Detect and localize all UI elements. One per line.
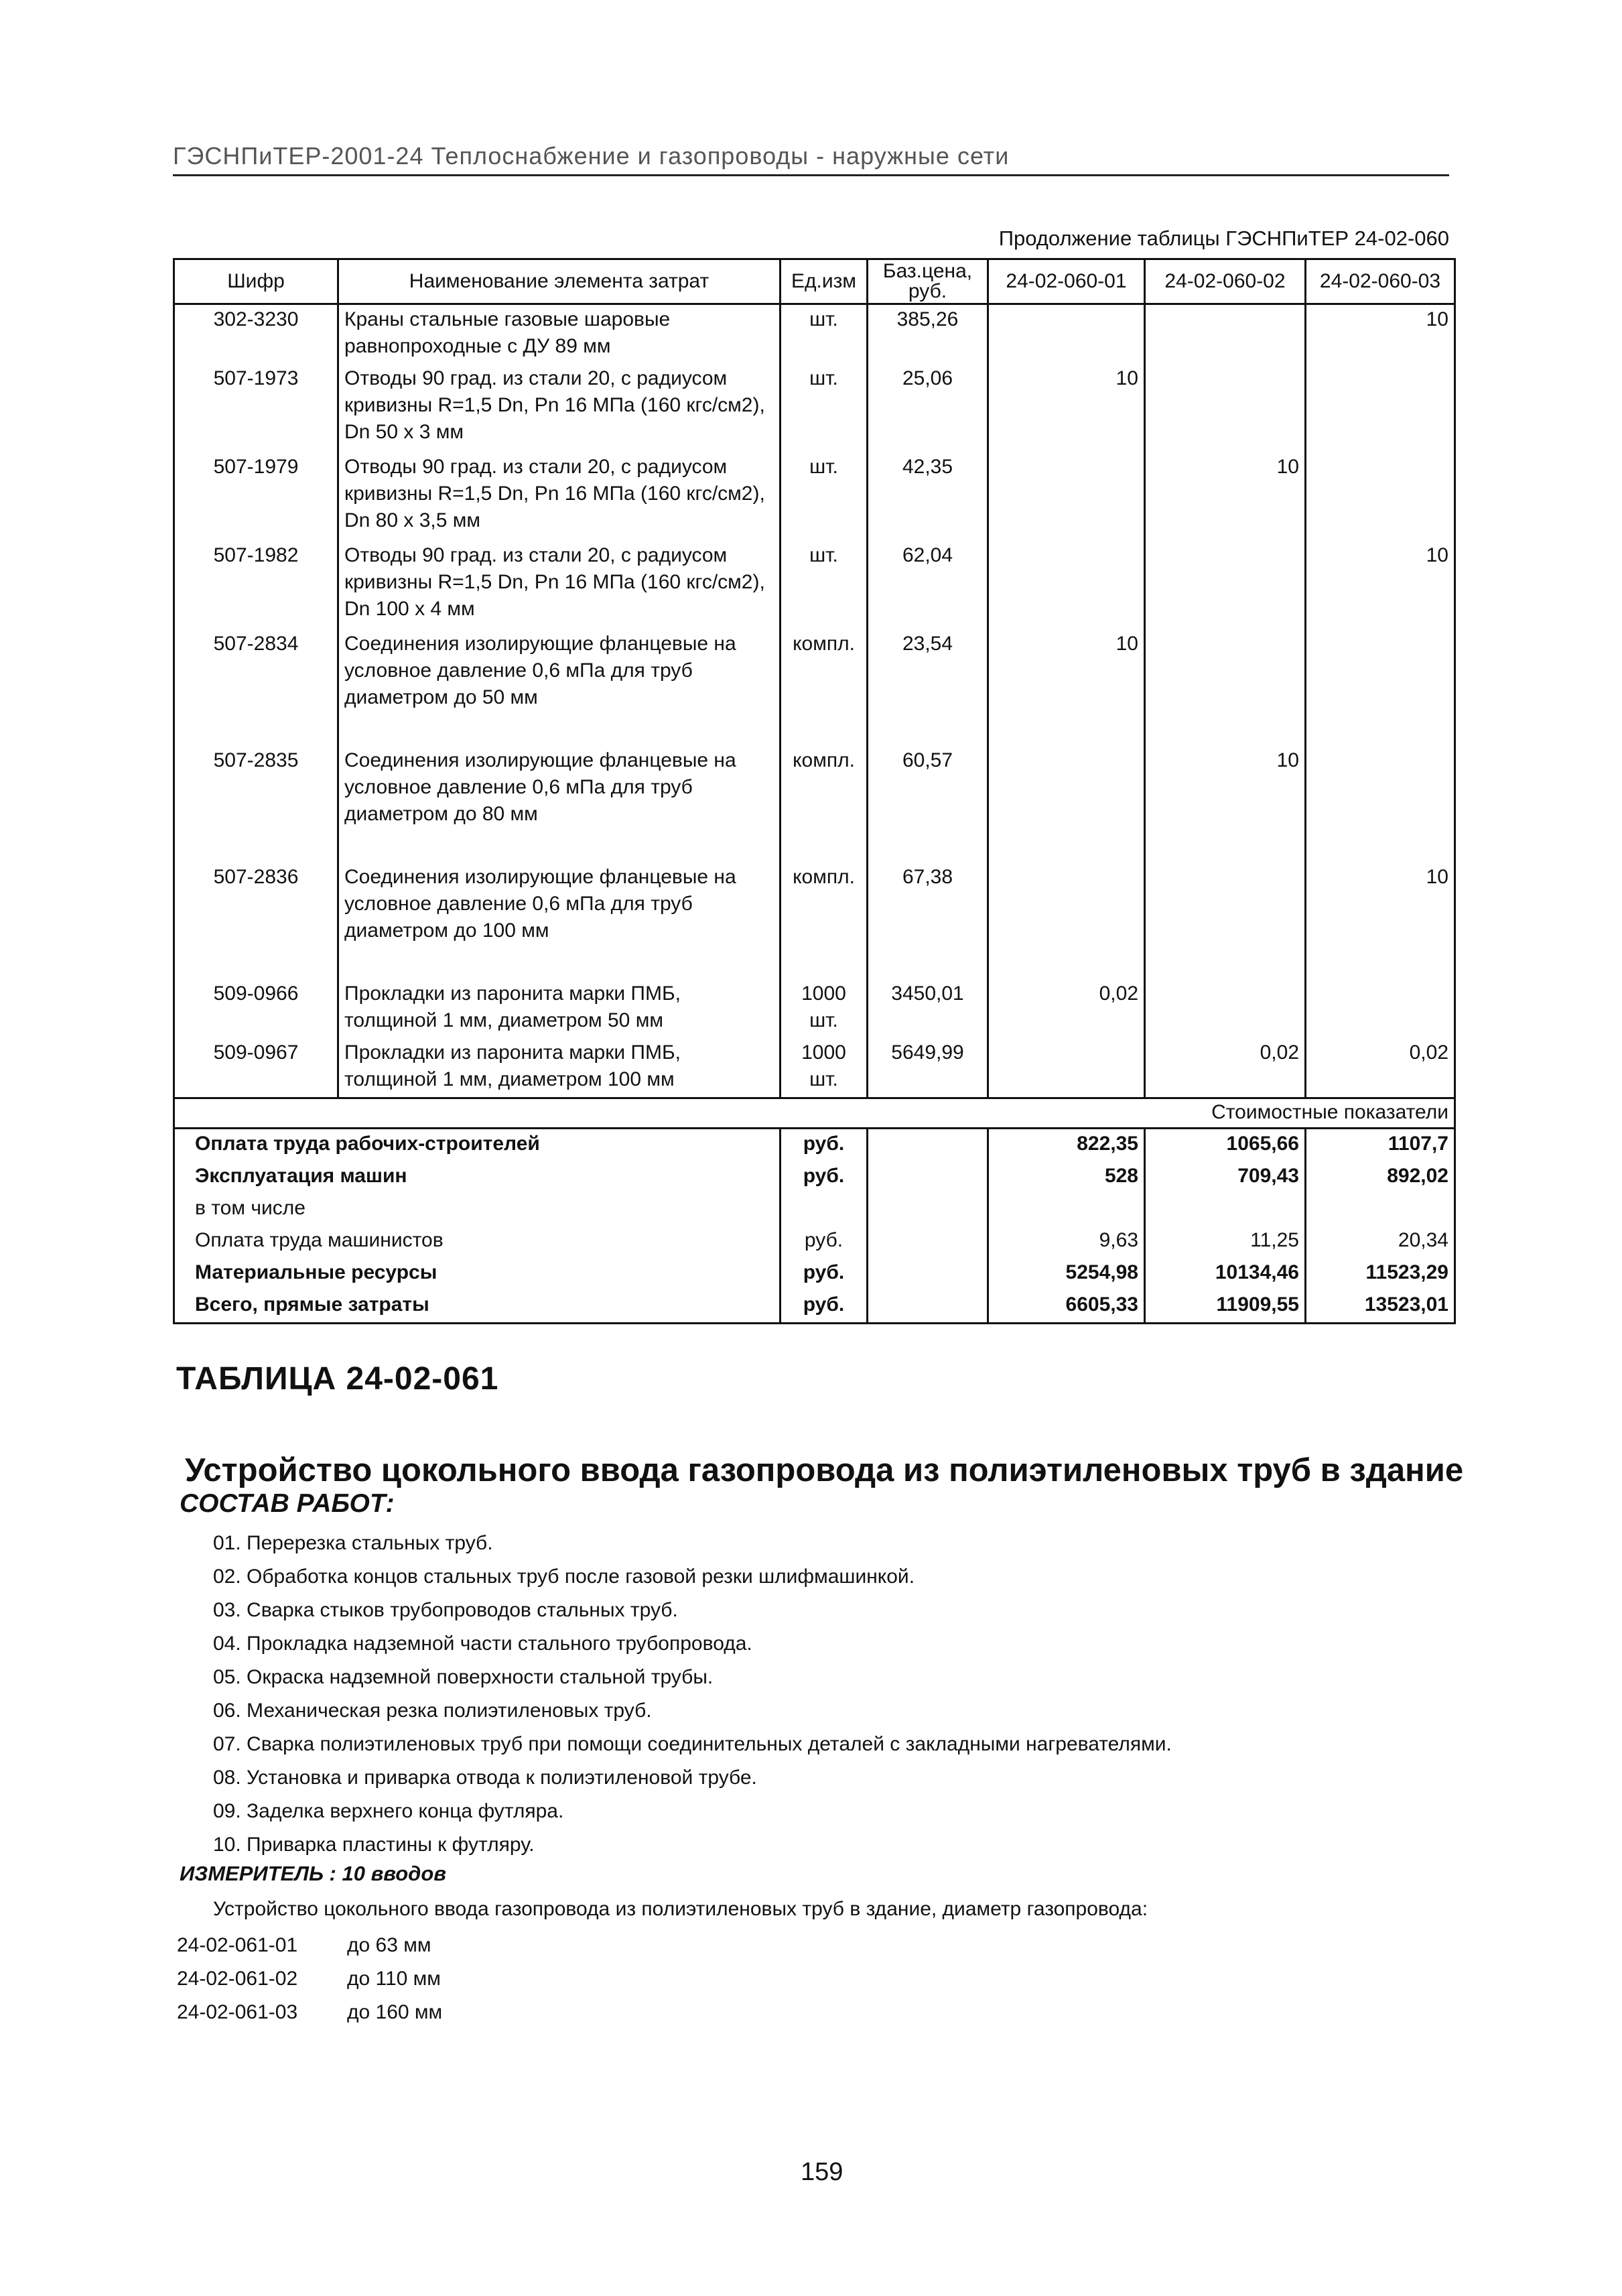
summary-row [174,1194,1455,1226]
summary-variant-2: 11,25 [1145,1226,1306,1258]
variant-code: 24-02-061-02 [177,1968,298,1990]
cell-price: 60,57 [868,746,988,863]
summary-price [868,1226,988,1258]
summary-variant-3: 13523,01 [1306,1290,1455,1324]
cell-variant-1 [988,1038,1145,1098]
col-header-price: Баз.цена, руб. [868,259,988,304]
table-row [174,979,1455,1038]
summary-price [868,1161,988,1194]
summary-row [174,1290,1455,1324]
summary-variant-2: 1065,66 [1145,1129,1306,1162]
cell-unit: 1000 шт. [781,979,868,1038]
list-item: 03. Сварка стыков трубопроводов стальных труб. [213,1599,678,1621]
summary-variant-1 [988,1194,1145,1226]
summary-unit [781,1194,868,1226]
cell-code: 507-1979 [174,452,338,541]
summary-label: Всего, прямые затраты [174,1290,781,1324]
section-subtitle: Устройство цокольного ввода газопровода из полиэтиленовых труб в здание [185,1452,1464,1488]
table-row [174,541,1455,629]
cell-variant-2 [1145,629,1306,746]
summary-label: в том числе [174,1194,781,1226]
cell-name: Соединения изолирующие фланцевые на условное давление 0,6 мПа для труб диаметром до 80 мм [338,746,781,863]
summary-variant-2: 709,43 [1145,1161,1306,1194]
summary-variant-3: 20,34 [1306,1226,1455,1258]
summary-variant-1: 528 [988,1161,1145,1194]
cell-code: 507-1973 [174,364,338,452]
variant-text: до 63 мм [347,1934,431,1956]
cell-variant-2 [1145,541,1306,629]
summary-price [868,1258,988,1290]
cell-price: 385,26 [868,304,988,365]
cell-unit: шт. [781,364,868,452]
table-row [174,746,1455,863]
summary-variant-1: 5254,98 [988,1258,1145,1290]
cell-variant-1: 10 [988,629,1145,746]
summary-variant-1: 6605,33 [988,1290,1145,1324]
variant-text: до 110 мм [347,1968,441,1990]
summary-price [868,1290,988,1324]
cell-unit: 1000 шт. [781,1038,868,1098]
cell-code: 507-1982 [174,541,338,629]
cell-price: 25,06 [868,364,988,452]
cell-price: 3450,01 [868,979,988,1038]
cell-code: 507-2835 [174,746,338,863]
cell-code: 507-2834 [174,629,338,746]
cell-name: Краны стальные газовые шаровые равнопроходные с ДУ 89 мм [338,304,781,365]
col-header-variant-2: 24-02-060-02 [1145,259,1306,304]
cell-code: 509-0967 [174,1038,338,1098]
cell-code: 507-2836 [174,863,338,979]
cell-name: Отводы 90 град. из стали 20, с радиусом кривизны R=1,5 Dn, Pn 16 МПа (160 кгс/см2), Dn 100 x 4 мм [338,541,781,629]
cell-variant-3 [1306,746,1455,863]
cell-price: 23,54 [868,629,988,746]
works-list [213,1527,1172,1862]
cell-price: 42,35 [868,452,988,541]
cell-variant-3: 10 [1306,541,1455,629]
cost-header-row [174,1098,1455,1129]
running-header: ГЭСНПиТЕР-2001-24 Теплоснабжение и газопроводы - наружные сети [173,142,1010,170]
works-heading: СОСТАВ РАБОТ: [180,1489,395,1518]
cell-variant-2: 10 [1145,452,1306,541]
list-item: 04. Прокладка надземной части стального трубопровода. [213,1633,752,1655]
variant-item [177,1929,442,1962]
cell-variant-1 [988,452,1145,541]
measure-line: ИЗМЕРИТЕЛЬ : 10 вводов [180,1862,447,1885]
table-caption: Продолжение таблицы ГЭСНПиТЕР 24-02-060 [998,227,1449,250]
summary-variant-1: 822,35 [988,1129,1145,1162]
summary-variant-2: 11909,55 [1145,1290,1306,1324]
cell-price: 62,04 [868,541,988,629]
cell-name: Отводы 90 град. из стали 20, с радиусом кривизны R=1,5 Dn, Pn 16 МПа (160 кгс/см2), Dn 80 x 3,5 мм [338,452,781,541]
table-row [174,452,1455,541]
summary-label: Эксплуатация машин [174,1161,781,1194]
cell-unit: компл. [781,746,868,863]
cell-variant-1 [988,746,1145,863]
summary-row [174,1258,1455,1290]
cell-variant-1 [988,541,1145,629]
cell-variant-2 [1145,304,1306,365]
cell-name: Соединения изолирующие фланцевые на условное давление 0,6 мПа для труб диаметром до 50 мм [338,629,781,746]
table-row [174,629,1455,746]
summary-row [174,1129,1455,1162]
variant-item [177,1996,442,2029]
summary-variant-3: 11523,29 [1306,1258,1455,1290]
cell-variant-3: 10 [1306,863,1455,979]
col-header-name: Наименование элемента затрат [338,259,781,304]
cell-unit: компл. [781,629,868,746]
cell-variant-3: 0,02 [1306,1038,1455,1098]
list-item: 10. Приварка пластины к футляру. [213,1834,535,1856]
col-header-code: Шифр [174,259,338,304]
description: Устройство цокольного ввода газопровода из полиэтиленовых труб в здание, диаметр газопровода: [213,1898,1148,1920]
cell-price: 5649,99 [868,1038,988,1098]
cell-unit: шт. [781,452,868,541]
cell-variant-2 [1145,863,1306,979]
table-row [174,304,1455,365]
cell-variant-2 [1145,364,1306,452]
list-item: 07. Сварка полиэтиленовых труб при помощи соединительных деталей с закладными нагревателями. [213,1733,1172,1755]
summary-label: Оплата труда машинистов [174,1226,781,1258]
table-row [174,863,1455,979]
cell-name: Отводы 90 град. из стали 20, с радиусом кривизны R=1,5 Dn, Pn 16 МПа (160 кгс/см2), Dn 50 x 3 мм [338,364,781,452]
variant-item [177,1962,442,1996]
cell-unit: шт. [781,541,868,629]
variant-code: 24-02-061-03 [177,2001,298,2023]
col-header-variant-3: 24-02-060-03 [1306,259,1455,304]
cell-variant-1 [988,304,1145,365]
summary-label: Оплата труда рабочих-строителей [174,1129,781,1162]
cell-variant-1 [988,863,1145,979]
section-title: ТАБЛИЦА 24-02-061 [176,1361,499,1397]
summary-variant-3: 892,02 [1306,1161,1455,1194]
summary-label: Материальные ресурсы [174,1258,781,1290]
variant-code: 24-02-061-01 [177,1934,298,1956]
summary-variant-3 [1306,1194,1455,1226]
variant-text: до 160 мм [347,2001,443,2023]
summary-row [174,1161,1455,1194]
summary-price [868,1194,988,1226]
cell-name: Соединения изолирующие фланцевые на условное давление 0,6 мПа для труб диаметром до 100 мм [338,863,781,979]
summary-variant-1: 9,63 [988,1226,1145,1258]
cell-variant-3: 10 [1306,304,1455,365]
summary-variant-3: 1107,7 [1306,1129,1455,1162]
variants-list [177,1929,442,2029]
cost-header: Стоимостные показатели [174,1098,1455,1129]
summary-row [174,1226,1455,1258]
summary-unit: руб. [781,1258,868,1290]
summary-variant-2: 10134,46 [1145,1258,1306,1290]
summary-unit: руб. [781,1290,868,1324]
table-row [174,364,1455,452]
header-rule [173,174,1449,176]
list-item: 01. Перерезка стальных труб. [213,1532,493,1554]
list-item: 09. Заделка верхнего конца футляра. [213,1800,564,1822]
cell-price: 67,38 [868,863,988,979]
cell-variant-1: 10 [988,364,1145,452]
list-item: 05. Окраска надземной поверхности стальной трубы. [213,1666,714,1688]
list-item: 06. Механическая резка полиэтиленовых труб. [213,1700,652,1722]
cell-unit: компл. [781,863,868,979]
cell-code: 302-3230 [174,304,338,365]
cell-name: Прокладки из паронита марки ПМБ, толщиной 1 мм, диаметром 50 мм [338,979,781,1038]
cell-variant-3 [1306,629,1455,746]
cell-variant-3 [1306,452,1455,541]
cell-variant-2: 10 [1145,746,1306,863]
col-header-variant-1: 24-02-060-01 [988,259,1145,304]
cell-code: 509-0966 [174,979,338,1038]
cell-variant-2: 0,02 [1145,1038,1306,1098]
summary-price [868,1129,988,1162]
page-number: 159 [801,2158,843,2186]
cell-variant-3 [1306,979,1455,1038]
cell-unit: шт. [781,304,868,365]
table-header-row [174,259,1455,304]
summary-unit: руб. [781,1161,868,1194]
summary-variant-2 [1145,1194,1306,1226]
cell-name: Прокладки из паронита марки ПМБ, толщиной 1 мм, диаметром 100 мм [338,1038,781,1098]
cell-variant-2 [1145,979,1306,1038]
list-item: 02. Обработка концов стальных труб после газовой резки шлифмашинкой. [213,1566,915,1588]
summary-unit: руб. [781,1226,868,1258]
table-row [174,1038,1455,1098]
col-header-unit: Ед.изм [781,259,868,304]
summary-unit: руб. [781,1129,868,1162]
resource-table [173,258,1456,1324]
list-item: 08. Установка и приварка отвода к полиэтиленовой трубе. [213,1767,757,1789]
cell-variant-3 [1306,364,1455,452]
cell-variant-1: 0,02 [988,979,1145,1038]
